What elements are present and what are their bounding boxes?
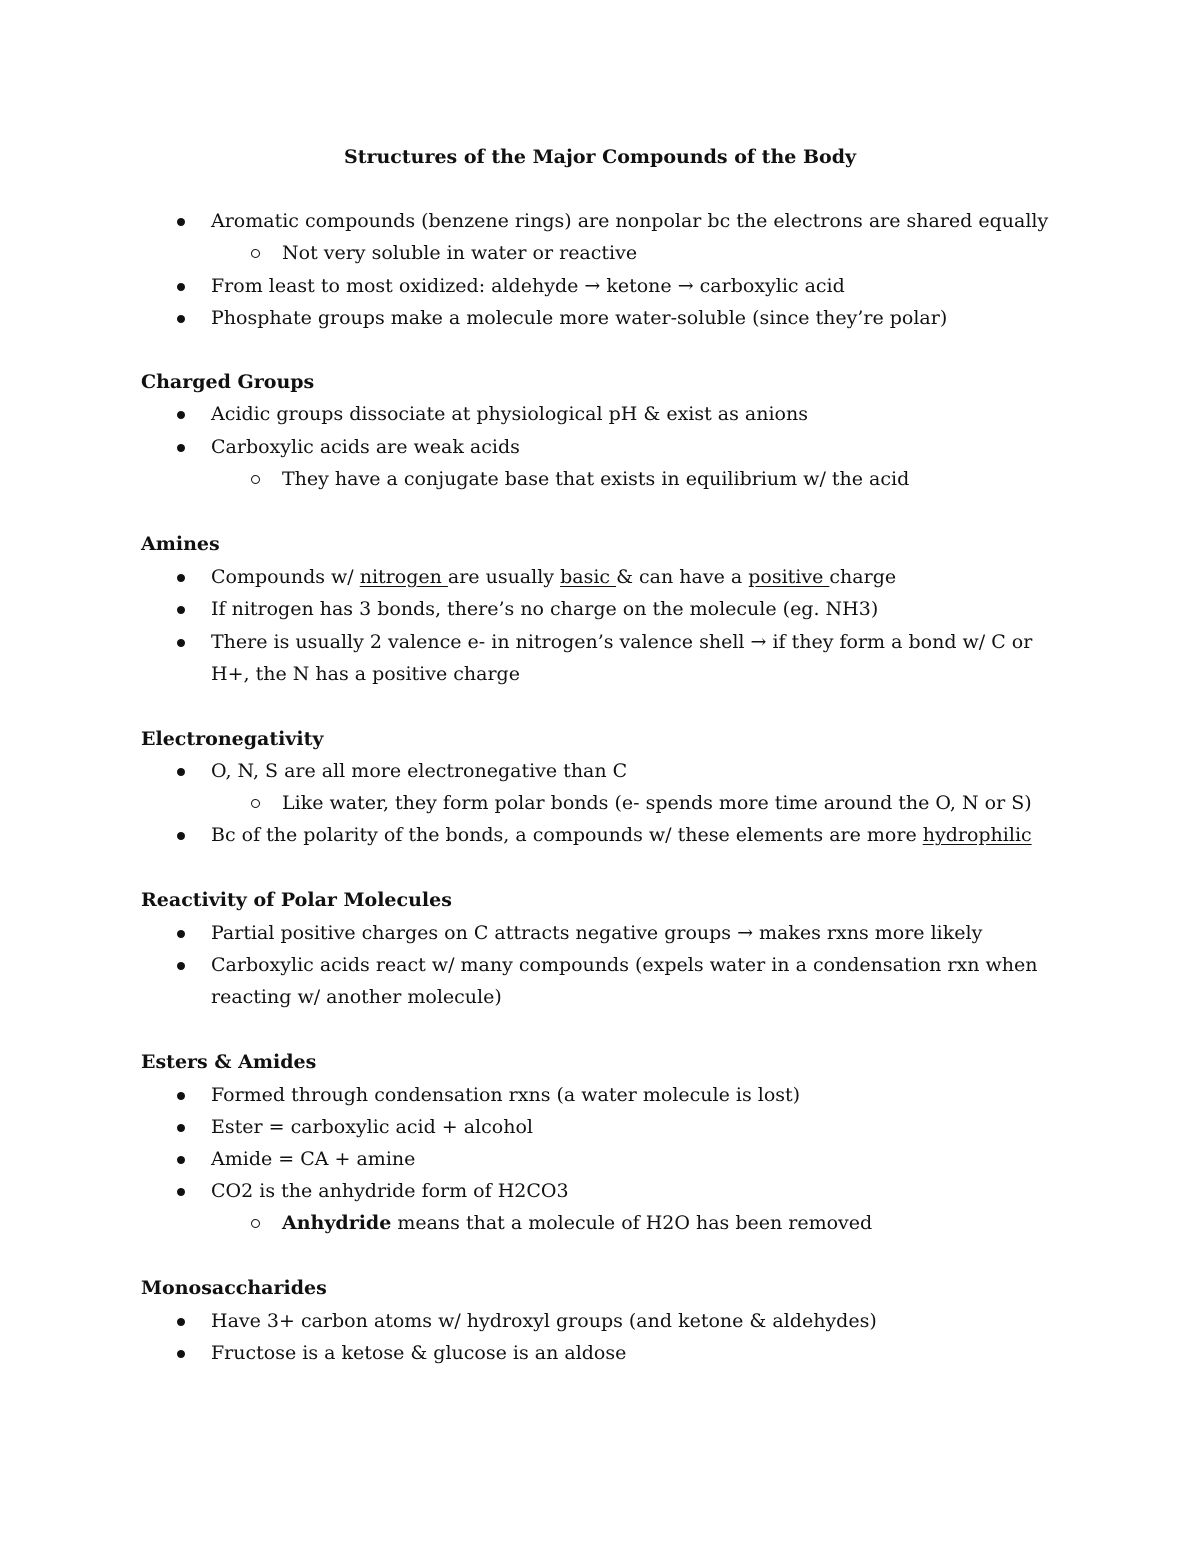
list-item-text: charge	[829, 566, 897, 588]
underlined-term: positive	[748, 566, 830, 588]
list-item-text: Fructose is a ketose & glucose is an aldose	[211, 1342, 627, 1364]
bullet-icon	[177, 218, 185, 226]
list-item-text: Like water, they form polar bonds (e- spends more time around the O, N or S)	[282, 792, 1032, 814]
bullet-icon	[177, 768, 185, 776]
bullet-icon	[177, 639, 185, 647]
bullet-icon	[177, 444, 185, 452]
section-heading: Amines	[141, 533, 220, 555]
list-item-text: means that a molecule of H2O has been removed	[391, 1212, 873, 1234]
underlined-term: hydrophilic	[922, 824, 1032, 846]
list-item-text: Phosphate groups make a molecule more water-soluble (since they’re polar)	[211, 307, 948, 329]
list-item-text: Ester = carboxylic acid + alcohol	[211, 1116, 533, 1138]
list-item-text: Acidic groups dissociate at physiological pH & exist as anions	[211, 403, 808, 425]
list-item-text: Formed through condensation rxns (a water molecule is lost)	[211, 1084, 801, 1106]
list-item-text: & can have a	[616, 566, 749, 588]
list-item-text: are usually	[447, 566, 561, 588]
section-heading: Electronegativity	[141, 728, 324, 750]
bullet-icon	[177, 1156, 185, 1164]
bullet-icon	[177, 1092, 185, 1100]
list-item-text: Compounds w/	[211, 566, 360, 588]
list-item-text: Not very soluble in water or reactive	[282, 242, 638, 264]
bullet-icon	[177, 962, 185, 970]
list-item	[211, 1305, 1051, 1337]
bold-term: Anhydride	[282, 1212, 392, 1234]
hollow-bullet-icon	[251, 475, 260, 484]
bullet-icon	[177, 574, 185, 582]
sub-list-item	[282, 1207, 1062, 1239]
sub-list-item	[282, 787, 1062, 819]
bullet-icon	[177, 1350, 185, 1358]
list-item	[211, 1337, 1051, 1369]
list-item-text: CO2 is the anhydride form of H2CO3	[211, 1180, 569, 1202]
list-item-text: They have a conjugate base that exists in equilibrium w/ the acid	[282, 468, 910, 490]
bullet-icon	[177, 315, 185, 323]
list-item	[211, 917, 1051, 949]
bullet-icon	[177, 1318, 185, 1326]
list-item	[211, 431, 1051, 463]
list-item	[211, 1111, 1051, 1143]
list-item-text: Bc of the polarity of the bonds, a compounds w/ these elements are more	[211, 824, 923, 846]
list-item	[211, 1175, 1051, 1207]
section-heading: Reactivity of Polar Molecules	[141, 889, 452, 911]
bullet-icon	[177, 1188, 185, 1196]
bullet-icon	[177, 606, 185, 614]
list-item-text: Carboxylic acids are weak acids	[211, 436, 520, 458]
section-heading: Charged Groups	[141, 371, 315, 393]
hollow-bullet-icon	[251, 799, 260, 808]
list-item	[211, 398, 1051, 430]
section-heading: Monosaccharides	[141, 1277, 327, 1299]
hollow-bullet-icon	[251, 1219, 260, 1228]
sub-list-item	[282, 237, 1062, 269]
bullet-icon	[177, 283, 185, 291]
list-item-text: O, N, S are all more electronegative than C	[211, 760, 628, 782]
list-item	[211, 270, 1051, 302]
list-item	[211, 561, 1051, 593]
list-item-text: Amide = CA + amine	[211, 1148, 416, 1170]
page-title: Structures of the Major Compounds of the Body	[343, 146, 857, 168]
sub-list-item	[282, 463, 1062, 495]
list-item	[211, 1143, 1051, 1175]
section-heading: Esters & Amides	[141, 1051, 317, 1073]
list-item	[211, 626, 1051, 690]
list-item-text: Have 3+ carbon atoms w/ hydroxyl groups (and ketone & aldehydes)	[211, 1310, 877, 1332]
list-item-text: Carboxylic acids react w/ many compounds (expels water in a condensation rxn when reacting w/ another molecule)	[211, 954, 1038, 1008]
list-item-text: There is usually 2 valence e- in nitrogen’s valence shell → if they form a bond w/ C or H+, the N has a positive charge	[211, 631, 1033, 685]
hollow-bullet-icon	[251, 249, 260, 258]
list-item	[211, 302, 1051, 334]
list-item-text: Partial positive charges on C attracts negative groups → makes rxns more likely	[211, 922, 983, 944]
bullet-icon	[177, 930, 185, 938]
list-item	[211, 205, 1051, 237]
list-item	[211, 949, 1051, 1013]
list-item-text: If nitrogen has 3 bonds, there’s no charge on the molecule (eg. NH3)	[211, 598, 879, 620]
list-item	[211, 819, 1051, 851]
bullet-icon	[177, 832, 185, 840]
list-item	[211, 1079, 1051, 1111]
list-item-text: Aromatic compounds (benzene rings) are nonpolar bc the electrons are shared equally	[211, 210, 1049, 232]
underlined-term: basic	[560, 566, 617, 588]
underlined-term: nitrogen	[359, 566, 448, 588]
list-item-text: From least to most oxidized: aldehyde → ketone → carboxylic acid	[211, 275, 845, 297]
bullet-icon	[177, 411, 185, 419]
list-item	[211, 755, 1051, 787]
list-item	[211, 593, 1051, 625]
bullet-icon	[177, 1124, 185, 1132]
